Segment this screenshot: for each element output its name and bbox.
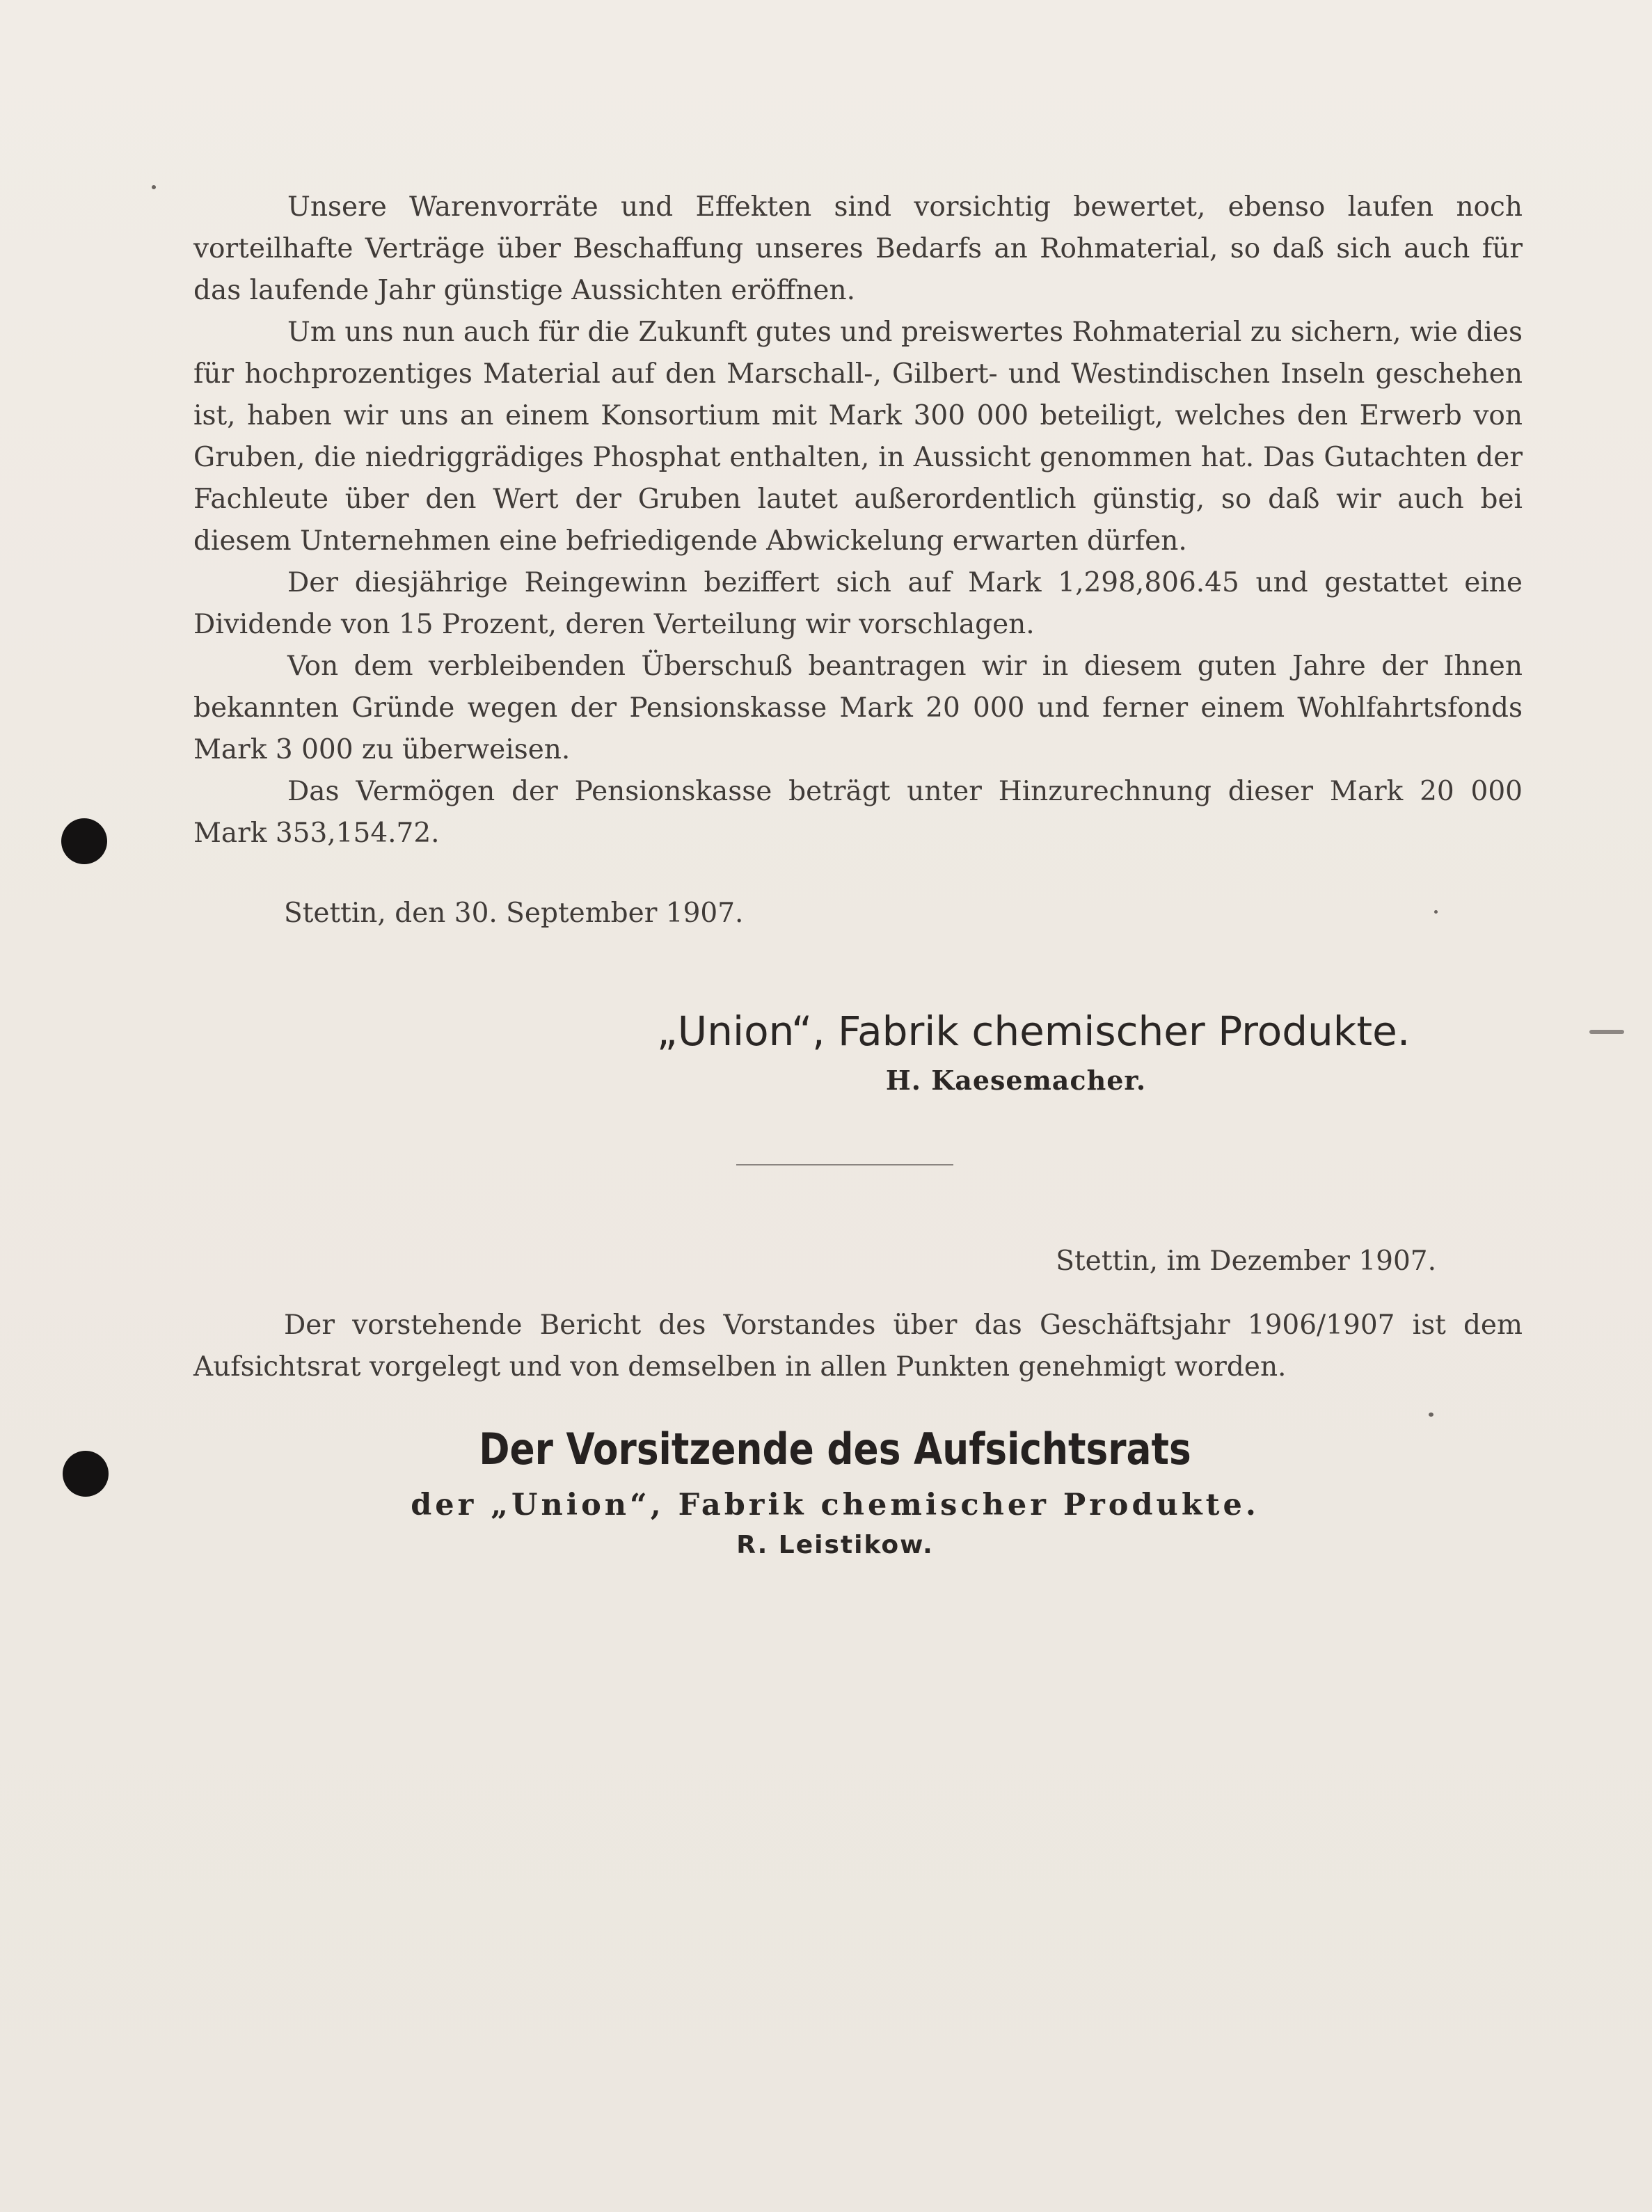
company-name: „Union“, Fabrik chemischer Produkte. bbox=[656, 1008, 1411, 1055]
punch-hole-bottom bbox=[63, 1451, 109, 1497]
place-date: Stettin, im Dezember 1907. bbox=[1056, 1246, 1436, 1277]
report-body bbox=[193, 186, 1523, 854]
chair-title: Der Vorsitzende des Aufsichtsrats bbox=[479, 1424, 1191, 1474]
paragraph: Um uns nun auch für die Zukunft gutes und preiswertes Rohmaterial zu sichern, wie dies für hochprozentiges Material auf den Marschall-, Gilbert- und Westindischen Inseln geschehen ist, haben wir uns an einem Konsortium mit Mark 300 000 beteiligt, welches den Erwerb von Gruben, die niedriggrädiges Phosphat enthalten, in Aussicht genommen hat. Das Gutachten der Fachleute über den Wert der Gruben lautet außerordentlich günstig, so daß wir auch bei diesem Unternehmen eine befriedigende Abwickelung erwarten dürfen. bbox=[193, 317, 1523, 557]
paper-speck bbox=[152, 185, 156, 189]
paper-speck bbox=[1434, 910, 1438, 914]
paragraph: Unsere Warenvorräte und Effekten sind vorsichtig bewertet, ebenso laufen noch vorteilhafte Verträge über Beschaffung unseres Bedarfs an Rohmaterial, so daß sich auch für das laufende Jahr günstige Aussichten eröffnen. bbox=[193, 191, 1523, 306]
edge-mark bbox=[1589, 1030, 1624, 1034]
paragraph: Das Vermögen der Pensionskasse beträgt unter Hinzurechnung dieser Mark 20 000 Mark 353,154.72. bbox=[193, 776, 1523, 849]
paper-speck bbox=[1429, 1413, 1433, 1417]
signer-name: R. Leistikow. bbox=[736, 1531, 934, 1559]
signer-name: H. Kaesemacher. bbox=[885, 1065, 1147, 1096]
paragraph: Von dem verbleibenden Überschuß beantragen wir in diesem guten Jahre der Ihnen bekannten Gründe wegen der Pensionskasse Mark 20 000 und ferner einem Wohlfahrtsfonds Mark 3 000 zu überweisen. bbox=[193, 651, 1523, 765]
chair-subtitle: der „Union“, Fabrik chemischer Produkte. bbox=[411, 1488, 1260, 1522]
place-date: Stettin, den 30. September 1907. bbox=[284, 898, 744, 929]
approval-paragraph: Der vorstehende Bericht des Vorstandes über das Geschäftsjahr 1906/1907 ist dem Aufsichtsrat vorgelegt und von demselben in allen Punkten genehmigt worden. bbox=[193, 1310, 1523, 1383]
divider bbox=[736, 1164, 953, 1165]
punch-hole-top bbox=[61, 818, 107, 864]
paragraph: Der diesjährige Reingewinn beziffert sich auf Mark 1,298,806.45 und gestattet eine Dividende von 15 Prozent, deren Verteilung wir vorschlagen. bbox=[193, 567, 1523, 640]
